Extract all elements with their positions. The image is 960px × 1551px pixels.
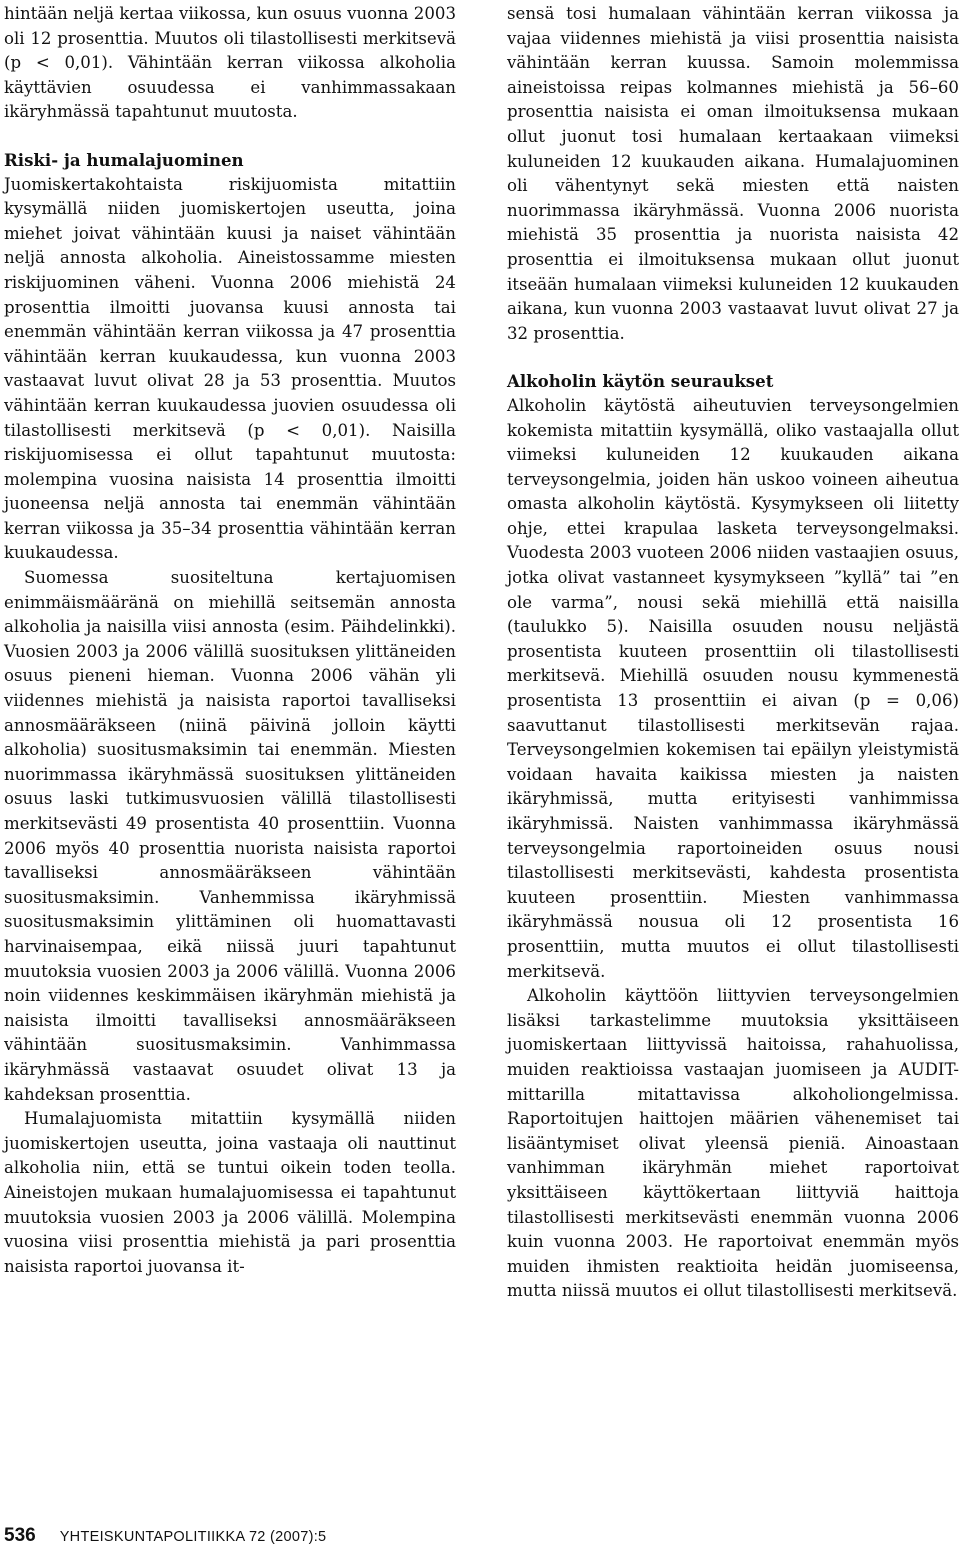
paragraph-humalajuominen: Humalajuomista mitattiin kysymällä niiden juomiskertojen useutta, joina vastaaja oli nauttinut alkoholia niin, että se tuntui oikein toden teolla. Aineistojen mukaan humalajuomisessa ei tapahtunut muutoksia vuosien 2003 ja 2006 välillä. Molempina vuosina viisi prosenttia miehistä ja pari prosenttia naisista raportoi juovansa it- [4, 1109, 456, 1276]
journal-title: YHTEISKUNTAPOLITIIKKA 72 (2007):5 [59, 1529, 327, 1545]
left-column [4, 2, 456, 1279]
paragraph-top-right: sensä tosi humalaan vähintään kerran viikossa ja vajaa viidennes miehistä ja viisi prosenttia naisista vähintään kerran kuussa. Samoin molemmissa aineistoissa reipas kolmannes miehistä ja 56–60 prosenttia naisista ei oman ilmoituksensa mukaan ollut juonut tosi humalaan kertaakaan viimeksi kuluneiden 12 kuukauden aikana. Humalajuominen oli vähentynyt sekä miesten että naisten nuorimmassa ikäryhmässä. Vuonna 2006 nuorista miehistä 35 prosenttia ja nuorista naisista 42 prosenttia ei ilmoituksensa mukaan ollut juonut itseään humalaan viimeksi kuluneiden 12 kuukauden aikana, kun vuonna 2003 vastaavat luvut olivat 27 ja 32 prosenttia. [507, 4, 959, 343]
paragraph-terveysongelmat: Alkoholin käytöstä aiheutuvien terveysongelmien kokemista mitattiin kysymällä, oliko vastaajalla ollut viimeksi kuluneiden 12 kuukauden aikana terveysongelmia, joiden hän uskoo voineen aiheutua omasta alkoholin käytöstä. Kysymykseen oli liitetty ohje, ettei krapulaa lasketa terveysongelmaksi. Vuodesta 2003 vuoteen 2006 niiden vastaajien osuus, jotka olivat vastanneet kysymykseen ”kyllä” tai ”en ole varma”, nousi sekä miehillä että naisilla (taulukko 5). Naisilla osuuden nousu neljästä prosentista kuuteen prosenttiin oli tilastollisesti merkitsevä. Miehillä osuuden nousu kymmenestä prosentista 13 prosenttiin ei aivan (p = 0,06) saavuttanut tilastollisesti merkitsevän rajaa. Terveysongelmien kokemisen tai epäilyn yleistymistä voidaan havaita kaikissa miesten ja naisten ikäryhmissä, mutta erityisesti vanhimmissa ikäryhmissä. Naisten vanhimmassa ikäryhmässä terveysongelmia raportoineiden osuus nousi tilastollisesti merkitsevästi, kahdesta prosentista kuuteen prosenttiin. Miesten vanhimmassa ikäryhmässä nousua oli 12 prosentista 16 prosenttiin, mutta muutos ei ollut tilastollisesti merkitsevä. [507, 395, 959, 981]
section-heading-alkoholin-kayton-seuraukset: Alkoholin käytön seuraukset [507, 371, 774, 392]
paragraph-suositus: Suomessa suositeltuna kertajuomisen enimmäismääränä on miehillä seitsemän annosta alkoholia ja naisilla viisi annosta (esim. Päihdelinkki). Vuosien 2003 ja 2006 välillä suosituksen ylittäneiden osuus pieneni hieman. Vuonna 2006 vähän yli viidennes miehistä ja naisista raportoi tavalliseksi annosmääräkseen (niinä päivinä jolloin käytti alkoholia) suositusmaksimin tai enemmän. Miesten nuorimmassa ikäryhmässä suosituksen ylittäneiden osuus laski tutkimusvuosien välillä tilastollisesti merkitsevästi 49 prosentista 40 prosenttiin. Vuonna 2006 myös 40 prosenttia nuorista naisista raportoi tavalliseksi annosmääräkseen vähintään suositusmaksimin. Vanhemmissa ikäryhmissä suositusmaksimin ylittäminen oli huomattavasti harvinaisempaa, eikä niissä juuri tapahtunut muutoksia vuosien 2003 ja 2006 välillä. Vuonna 2006 noin viidennes keskimmäisen ikäryhmän miehistä ja naisista ilmoitti tavalliseksi annosmääräkseen vähintään suositusmaksimin. Vanhimmassa ikäryhmässä vastaavat osuudet olivat 13 ja kahdeksan prosenttia. [4, 568, 456, 1104]
paragraph-top-left: hintään neljä kertaa viikossa, kun osuus vuonna 2003 oli 12 prosenttia. Muutos oli tilastollisesti merkitsevä (p < 0,01). Vähintään kerran viikossa alkoholia käyttävien osuudessa ei vanhimmassakaan ikäryhmässä tapahtunut muutosta. [4, 4, 456, 122]
page-number: 536 [4, 1525, 36, 1546]
page-footer [4, 1525, 326, 1547]
paragraph-haitat: Alkoholin käyttöön liittyvien terveysongelmien lisäksi tarkastelimme muutoksia yksittäiseen juomiskertaan liittyvissä haitoissa, rahahuolissa, muiden reaktioissa vastaajan juomiseen ja AUDIT-mittarilla mitattavissa alkoholiongelmissa. Raportoitujen haittojen määrien vähenemiset tai lisääntymiset olivat yleensä pieniä. Ainoastaan vanhimman ikäryhmän miehet raportoivat yksittäiseen käyttökertaan liittyviä haittoja tilastollisesti merkitsevästi enemmän vuonna 2006 kuin vuonna 2003. He raportoivat enemmän myös muiden ihmisten reaktioita heidän juomiseensa, mutta niissä muutos ei ollut tilastollisesti merkitsevä. [507, 986, 959, 1301]
right-column [507, 2, 959, 1304]
section-heading-riski-ja-humalajuominen: Riski- ja humalajuominen [4, 149, 244, 170]
paragraph-riskijuominen: Juomiskertakohtaista riskijuomista mitattiin kysymällä niiden juomiskertojen useutta, joina miehet joivat vähintään kuusi ja naiset vähintään neljä annosta alkoholia. Aineistossamme miesten riskijuominen väheni. Vuonna 2006 miehistä 24 prosenttia ilmoitti juovansa kuusi annosta tai enemmän vähintään kerran viikossa ja 47 prosenttia vähintään kerran kuukaudessa, kun vuonna 2003 vastaavat luvut olivat 28 ja 53 prosenttia. Muutos vähintään kerran kuukaudessa juovien osuudessa oli tilastollisesti merkitsevä (p < 0,01). Naisilla riskijuomisessa ei ollut tapahtunut muutosta: molempina vuosina naisista 14 prosenttia ilmoitti juoneensa neljä annosta tai enemmän vähintään kerran viikossa ja 35–34 prosenttia vähintään kerran kuukaudessa. [4, 174, 456, 563]
